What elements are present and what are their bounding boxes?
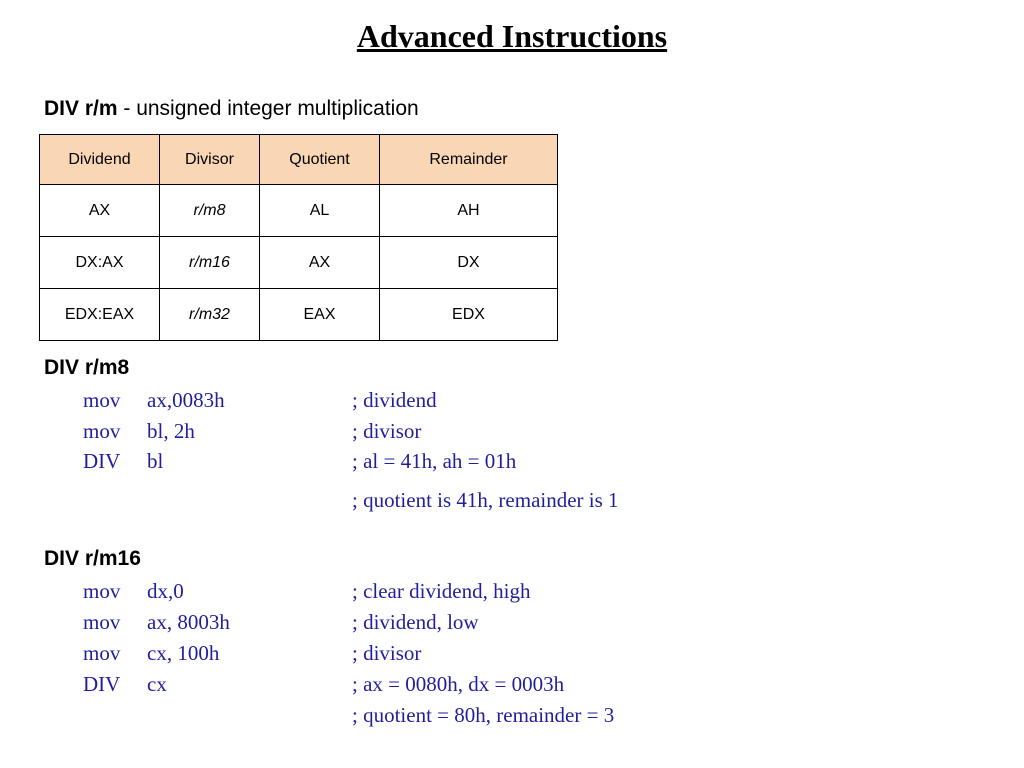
cell-remainder: DX — [380, 237, 558, 289]
code-comment: ; quotient is 41h, remainder is 1 — [352, 488, 619, 512]
code-comment: ; dividend, low — [352, 610, 479, 634]
code-op: DIV — [83, 672, 121, 696]
code-arg: cx — [147, 672, 167, 696]
code-op: mov — [83, 610, 121, 634]
cell-quotient: EAX — [260, 289, 380, 341]
code-arg: bl, 2h — [147, 419, 195, 443]
code-arg: bl — [147, 449, 164, 473]
page-title: Advanced Instructions — [356, 18, 668, 54]
code-arg: ax,0083h — [147, 388, 225, 412]
code-op: mov — [83, 419, 121, 443]
code-arg: cx, 100h — [147, 641, 220, 665]
cell-remainder: EDX — [380, 289, 558, 341]
header-quotient: Quotient — [260, 135, 380, 185]
intro-line — [44, 97, 419, 121]
code-arg: ax, 8003h — [147, 610, 230, 634]
table-row — [40, 289, 558, 341]
table-row — [40, 185, 558, 237]
code-comment: ; divisor — [352, 419, 422, 443]
section-heading-text: DIV r/m16 — [44, 547, 141, 570]
header-remainder: Remainder — [380, 135, 558, 185]
cell-dividend: AX — [40, 185, 160, 237]
cell-dividend: DX:AX — [40, 237, 160, 289]
code-op: mov — [83, 641, 121, 665]
code-comment: ; ax = 0080h, dx = 0003h — [352, 672, 565, 696]
intro-keyword: DIV r/m — [44, 97, 118, 120]
code-comment: ; clear dividend, high — [352, 579, 531, 603]
header-divisor: Divisor — [160, 135, 260, 185]
code-op: mov — [83, 388, 121, 412]
code-comment: ; divisor — [352, 641, 422, 665]
header-dividend: Dividend — [40, 135, 160, 185]
section-heading-r-m8 — [44, 356, 129, 380]
code-op: DIV — [83, 449, 121, 473]
code-op: mov — [83, 579, 121, 603]
cell-quotient: AX — [260, 237, 380, 289]
intro-description: - unsigned integer multiplication — [117, 97, 419, 120]
cell-divisor: r/m8 — [160, 185, 260, 237]
table-header-row — [40, 135, 558, 185]
cell-divisor: r/m16 — [160, 237, 260, 289]
section-heading-r-m16 — [44, 547, 141, 571]
div-operand-table — [39, 134, 558, 341]
cell-remainder: AH — [380, 185, 558, 237]
cell-dividend: EDX:EAX — [40, 289, 160, 341]
code-comment: ; quotient = 80h, remainder = 3 — [352, 703, 615, 727]
table-row — [40, 237, 558, 289]
section-heading-text: DIV r/m8 — [44, 356, 130, 379]
cell-divisor: r/m32 — [160, 289, 260, 341]
code-comment: ; dividend — [352, 388, 437, 412]
code-comment: ; al = 41h, ah = 01h — [352, 449, 517, 473]
cell-quotient: AL — [260, 185, 380, 237]
code-arg: dx,0 — [147, 579, 184, 603]
